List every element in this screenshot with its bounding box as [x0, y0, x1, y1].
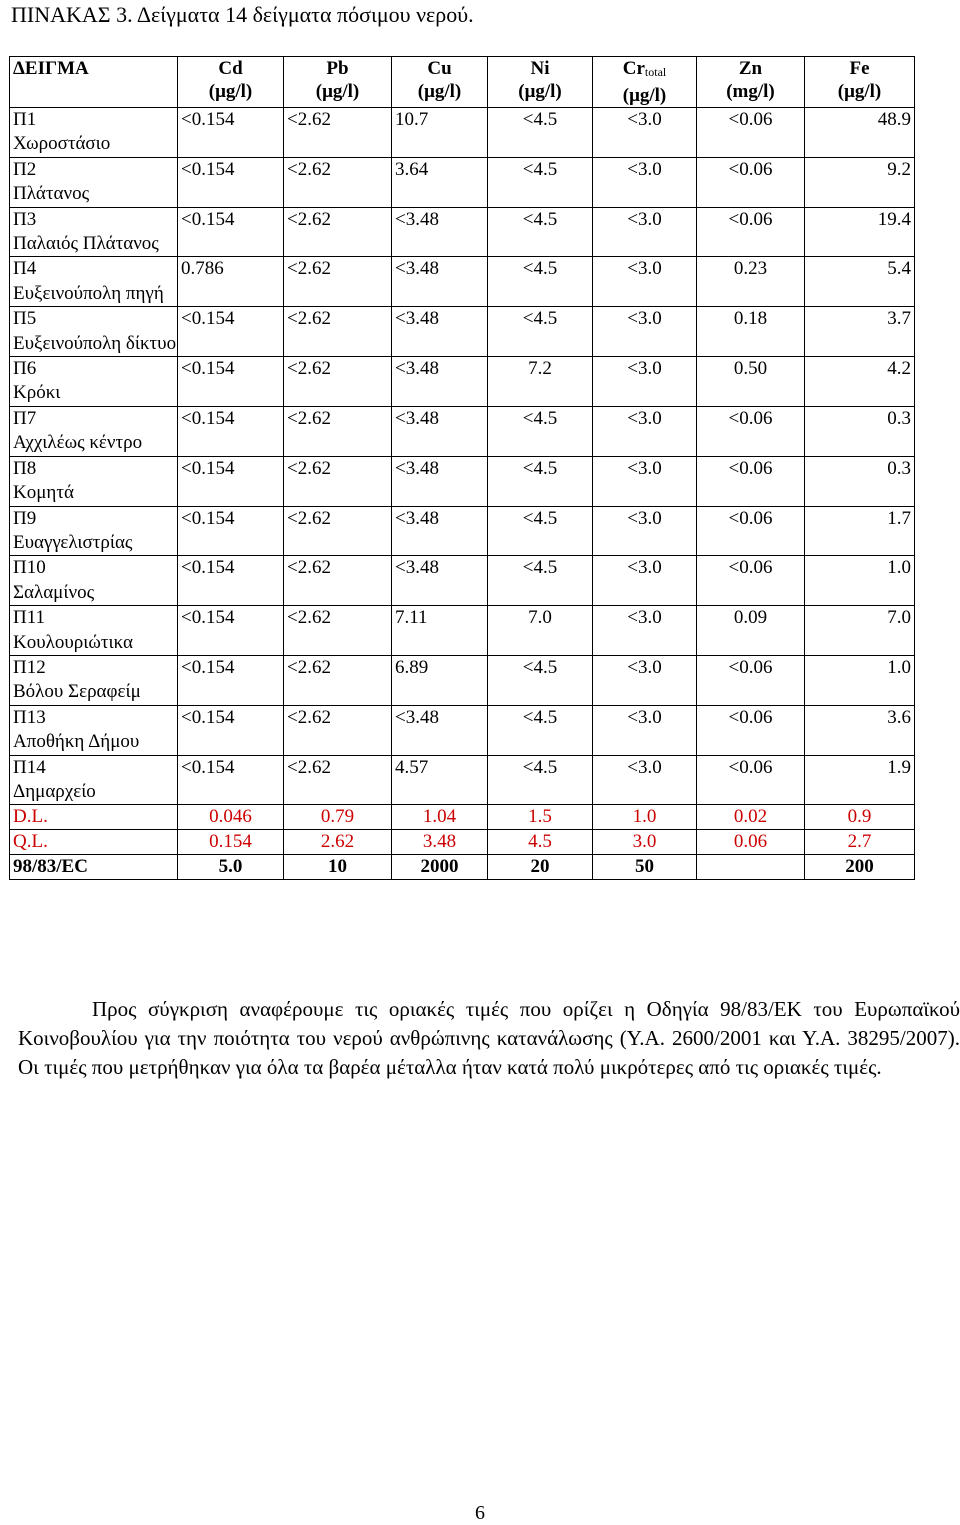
table-row	[10, 705, 915, 755]
value-cell: <3.0	[593, 606, 697, 656]
value-cell: <0.154	[178, 655, 284, 705]
limit-label: Q.L.	[10, 830, 178, 855]
value-cell: <3.48	[392, 406, 488, 456]
table-row	[10, 406, 915, 456]
limit-row	[10, 855, 915, 880]
limit-row	[10, 830, 915, 855]
value-cell: <3.0	[593, 556, 697, 606]
value-cell: 0.23	[697, 257, 805, 307]
sample-location: Πλάτανος	[13, 183, 90, 205]
value-cell: 0.18	[697, 307, 805, 357]
page-number: 6	[475, 1502, 485, 1524]
value-cell: <0.154	[178, 207, 284, 257]
limit-value: 4.5	[488, 830, 593, 855]
limit-value: 3.0	[593, 830, 697, 855]
value-cell: <3.0	[593, 108, 697, 158]
sample-code: Π9	[13, 507, 37, 529]
sample-code: Π11	[13, 607, 46, 629]
limit-value: 0.9	[805, 805, 915, 830]
header-cr: $Cr_{total}$ (μg/l)	[593, 57, 697, 108]
sample-code: Π1	[13, 109, 37, 130]
sample-cell	[10, 108, 178, 158]
table-row	[10, 755, 915, 805]
value-cell: <2.62	[284, 207, 392, 257]
limit-value: 2.7	[805, 830, 915, 855]
table-row	[10, 257, 915, 307]
value-cell: <0.06	[697, 556, 805, 606]
value-cell: <2.62	[284, 705, 392, 755]
sample-location: Αχχιλέως κέντρο	[13, 432, 143, 454]
sample-location: Παλαιός Πλάτανος	[13, 233, 159, 255]
sample-code: Π4	[13, 258, 37, 280]
value-cell: <2.62	[284, 606, 392, 656]
sample-cell	[10, 606, 178, 656]
value-cell: <3.0	[593, 456, 697, 506]
value-cell: <0.06	[697, 406, 805, 456]
sample-code: Π6	[13, 358, 37, 380]
header-sample: ΔΕΙΓΜΑ	[10, 57, 178, 108]
sample-location: Χωροστάσιο	[13, 133, 111, 155]
limit-value: 0.06	[697, 830, 805, 855]
value-cell: 3.6	[805, 705, 915, 755]
value-cell: <0.154	[178, 456, 284, 506]
table-row	[10, 157, 915, 207]
sample-location: Κρόκι	[13, 382, 61, 404]
limit-label: D.L.	[10, 805, 178, 830]
value-cell: 1.0	[805, 556, 915, 606]
value-cell: <3.48	[392, 257, 488, 307]
limit-value	[697, 855, 805, 880]
value-cell: <3.48	[392, 207, 488, 257]
value-cell: <2.62	[284, 257, 392, 307]
value-cell: <0.154	[178, 556, 284, 606]
sample-code: Π5	[13, 308, 37, 330]
limit-value: 0.046	[178, 805, 284, 830]
table-row	[10, 307, 915, 357]
limit-value: 1.0	[593, 805, 697, 830]
value-cell: <2.62	[284, 556, 392, 606]
limit-label: 98/83/EC	[10, 855, 178, 880]
value-cell: <4.5	[488, 456, 593, 506]
value-cell: <3.0	[593, 406, 697, 456]
sample-code: Π2	[13, 158, 37, 180]
value-cell: <4.5	[488, 108, 593, 158]
limit-value: 5.0	[178, 855, 284, 880]
value-cell: 9.2	[805, 157, 915, 207]
value-cell: <3.0	[593, 307, 697, 357]
value-cell: <0.06	[697, 157, 805, 207]
value-cell: 0.3	[805, 406, 915, 456]
value-cell: 7.2	[488, 357, 593, 407]
sample-rows	[10, 108, 915, 805]
value-cell: <3.0	[593, 506, 697, 556]
limit-value: 1.04	[392, 805, 488, 830]
sample-location: Κομητά	[13, 482, 74, 504]
value-cell: <0.06	[697, 705, 805, 755]
limit-value: 50	[593, 855, 697, 880]
value-cell: 10.7	[392, 108, 488, 158]
sample-location: Βόλου Σεραφείμ	[13, 681, 141, 703]
value-cell: <3.48	[392, 357, 488, 407]
value-cell: <4.5	[488, 655, 593, 705]
value-cell: 0.3	[805, 456, 915, 506]
sample-cell	[10, 705, 178, 755]
value-cell: <4.5	[488, 556, 593, 606]
value-cell: <4.5	[488, 157, 593, 207]
value-cell: 19.4	[805, 207, 915, 257]
sample-location: Κουλουριώτικα	[13, 631, 133, 653]
sample-location: Ευξεινούπολη πηγή	[13, 282, 164, 304]
value-cell: 0.50	[697, 357, 805, 407]
sample-cell	[10, 357, 178, 407]
value-cell: <0.06	[697, 506, 805, 556]
value-cell: <0.154	[178, 157, 284, 207]
value-cell: <4.5	[488, 705, 593, 755]
sample-cell	[10, 506, 178, 556]
table-row	[10, 357, 915, 407]
sample-cell	[10, 655, 178, 705]
value-cell: <0.154	[178, 108, 284, 158]
value-cell: <0.06	[697, 755, 805, 805]
sample-code: Π13	[13, 706, 46, 728]
value-cell: 1.0	[805, 655, 915, 705]
value-cell: <2.62	[284, 307, 392, 357]
table-row	[10, 207, 915, 257]
sample-location: Ευαγγελιστρίας	[13, 531, 133, 553]
value-cell: <0.06	[697, 207, 805, 257]
value-cell: <3.0	[593, 705, 697, 755]
value-cell: <0.06	[697, 655, 805, 705]
value-cell: 7.0	[488, 606, 593, 656]
value-cell: 0.09	[697, 606, 805, 656]
sample-cell	[10, 556, 178, 606]
sample-location: Αποθήκη Δήμου	[13, 731, 140, 753]
sample-cell	[10, 755, 178, 805]
sample-cell	[10, 307, 178, 357]
value-cell: <0.154	[178, 705, 284, 755]
value-cell: 7.11	[392, 606, 488, 656]
sample-cell	[10, 207, 178, 257]
value-cell: <2.62	[284, 506, 392, 556]
header-cu: Cu (μg/l)	[392, 57, 488, 108]
value-cell: <2.62	[284, 655, 392, 705]
value-cell: <4.5	[488, 406, 593, 456]
limit-rows	[10, 805, 915, 880]
table-caption: ΠΙΝΑΚΑΣ 3. Δείγματα 14 δείγματα πόσιμου νερού.	[11, 2, 474, 27]
limit-value: 0.02	[697, 805, 805, 830]
value-cell: 1.9	[805, 755, 915, 805]
table-row	[10, 655, 915, 705]
value-cell: <0.06	[697, 108, 805, 158]
value-cell: <3.0	[593, 157, 697, 207]
sample-code: Π10	[13, 557, 46, 579]
limit-value: 0.79	[284, 805, 392, 830]
limit-value: 1.5	[488, 805, 593, 830]
sample-cell	[10, 406, 178, 456]
value-cell: 4.57	[392, 755, 488, 805]
value-cell: <2.62	[284, 456, 392, 506]
limit-value: 20	[488, 855, 593, 880]
value-cell: <3.48	[392, 506, 488, 556]
table-row	[10, 108, 915, 158]
value-cell: <0.154	[178, 307, 284, 357]
value-cell: 5.4	[805, 257, 915, 307]
value-cell: <0.154	[178, 606, 284, 656]
sample-code: Π12	[13, 656, 46, 678]
value-cell: <3.48	[392, 705, 488, 755]
value-cell: 48.9	[805, 108, 915, 158]
value-cell: 1.7	[805, 506, 915, 556]
sample-code: Π8	[13, 457, 37, 479]
value-cell: <2.62	[284, 406, 392, 456]
limit-value: 10	[284, 855, 392, 880]
header-pb: Pb (μg/l)	[284, 57, 392, 108]
value-cell: <3.48	[392, 307, 488, 357]
table-row	[10, 506, 915, 556]
sample-code: Π7	[13, 407, 37, 429]
sample-cell	[10, 257, 178, 307]
value-cell: <3.0	[593, 357, 697, 407]
value-cell: <3.0	[593, 755, 697, 805]
value-cell: 6.89	[392, 655, 488, 705]
sample-code: Π3	[13, 208, 37, 230]
value-cell: <4.5	[488, 506, 593, 556]
table-row	[10, 556, 915, 606]
value-cell: <2.62	[284, 755, 392, 805]
sample-code: Π14	[13, 756, 46, 778]
value-cell: <2.62	[284, 108, 392, 158]
header-fe: Fe (μg/l)	[805, 57, 915, 108]
value-cell: <0.154	[178, 406, 284, 456]
limit-value: 0.154	[178, 830, 284, 855]
limit-value: 2.62	[284, 830, 392, 855]
sample-location: Ευξεινούπολη δίκτυο	[13, 332, 177, 354]
table-row	[10, 606, 915, 656]
value-cell: 3.7	[805, 307, 915, 357]
sample-cell	[10, 456, 178, 506]
header-zn: Zn (mg/l)	[697, 57, 805, 108]
value-cell: 0.786	[178, 257, 284, 307]
value-cell: 7.0	[805, 606, 915, 656]
value-cell: <4.5	[488, 257, 593, 307]
value-cell: <4.5	[488, 755, 593, 805]
comparison-paragraph: Προς σύγκριση αναφέρουμε τις οριακές τιμές που ορίζει η Οδηγία 98/83/ΕΚ του Ευρωπαϊκού Κοινοβουλίου για την ποιότητα του νερού ανθρώπινης κατανάλωσης (Υ.Α. 2600/2001 και Υ.Α. 38295/2007). Οι τιμές που μετρήθηκαν για όλα τα βαρέα μέταλλα ήταν κατά πολύ μικρότερες από τις οριακές τιμές.	[18, 997, 960, 1079]
value-cell: <4.5	[488, 207, 593, 257]
value-cell: <2.62	[284, 157, 392, 207]
value-cell: <3.0	[593, 257, 697, 307]
header-cd: Cd (μg/l)	[178, 57, 284, 108]
value-cell: <3.0	[593, 207, 697, 257]
sample-location: Σαλαμίνος	[13, 581, 95, 603]
limit-value: 200	[805, 855, 915, 880]
value-cell: <2.62	[284, 357, 392, 407]
sample-location: Δημαρχείο	[13, 780, 96, 802]
header-row	[10, 57, 915, 108]
value-cell: <3.48	[392, 556, 488, 606]
value-cell: <4.5	[488, 307, 593, 357]
value-cell: 4.2	[805, 357, 915, 407]
sample-cell	[10, 157, 178, 207]
value-cell: <3.48	[392, 456, 488, 506]
value-cell: <3.0	[593, 655, 697, 705]
table-row	[10, 456, 915, 506]
value-cell: <0.154	[178, 755, 284, 805]
value-cell: 3.64	[392, 157, 488, 207]
limit-value: 3.48	[392, 830, 488, 855]
limit-value: 2000	[392, 855, 488, 880]
limit-row	[10, 805, 915, 830]
value-cell: <0.154	[178, 357, 284, 407]
value-cell: <0.06	[697, 456, 805, 506]
heavy-metals-table	[9, 56, 915, 880]
header-ni: Ni (μg/l)	[488, 57, 593, 108]
value-cell: <0.154	[178, 506, 284, 556]
